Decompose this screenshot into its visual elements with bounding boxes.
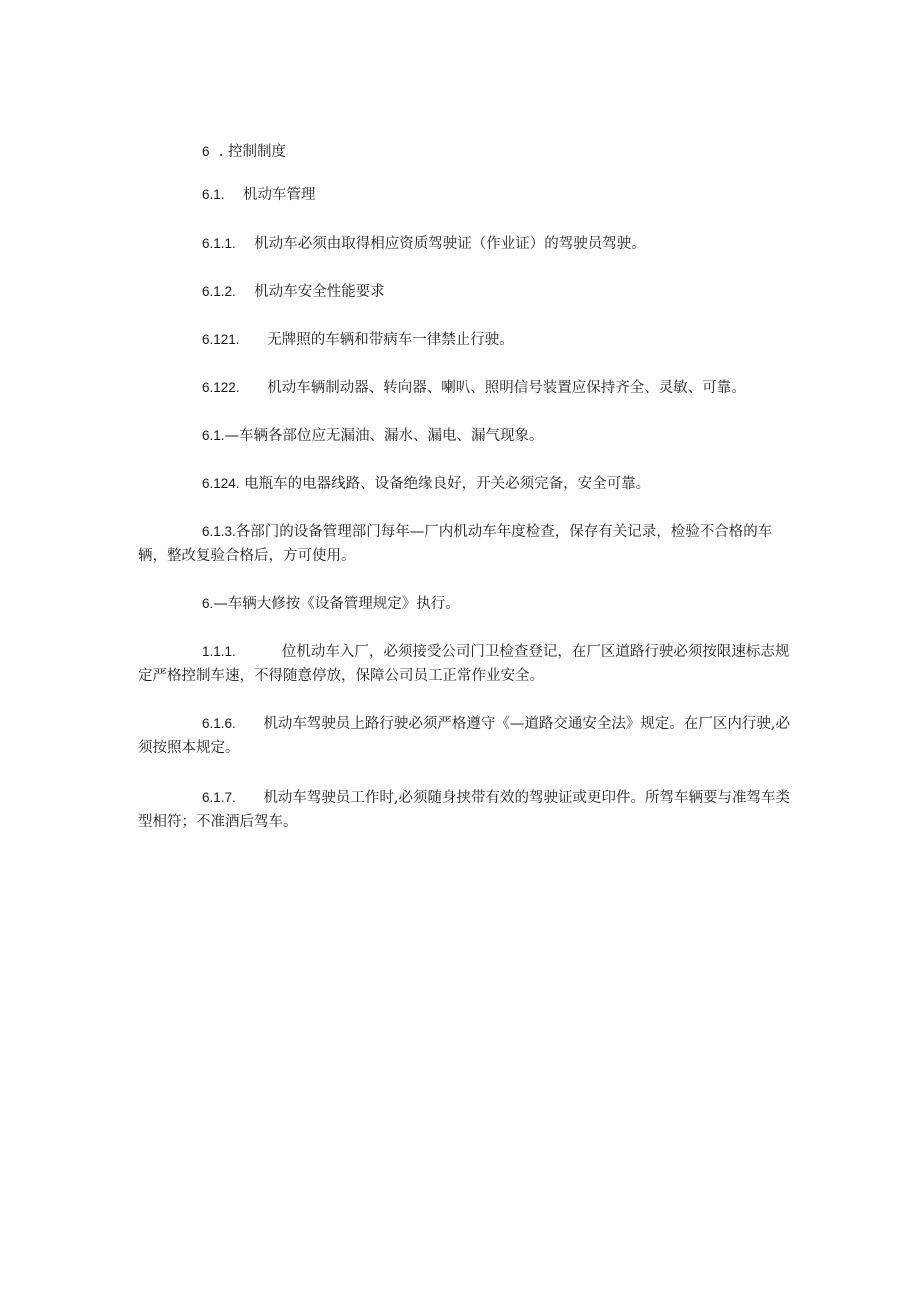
section-number: 6.124. [202,476,240,491]
section-number: 6.1. [202,187,225,202]
section-6-dash [138,592,792,616]
section-number: 6.121. [202,332,240,347]
section-text: 无牌照的车辆和带病车一律禁止行驶。 [267,332,514,348]
section-6-1 [138,183,792,207]
section-6-1-3 [138,520,792,568]
section-text: 机动车管理 [242,187,316,203]
section-text: 电瓶车的电器线路、设备绝缘良好，开关必须完备，安全可靠。 [244,476,651,492]
section-text: 机动车驾驶员上路行驶必须严格遵守《—道路交通安全法》规定。在厂区内行驶,必须按照本规定。 [138,716,791,756]
section-6-1-1 [138,232,792,256]
section-number: 6.1.3. [202,524,236,539]
section-1-1-1 [138,640,792,688]
section-6-124 [138,472,792,496]
section-number: 6. [202,596,214,611]
section-number: 6.1.7. [202,790,236,805]
section-number: 1.1.1. [202,644,236,659]
section-text: 各部门的设备管理部门每年—厂内机动车年度检查，保存有关记录，检验不合格的车辆，整改复验合格后，方可使用。 [138,524,773,564]
section-6-1-6 [138,712,792,760]
section-number: 6.1. [202,428,225,443]
section-6-heading: 6 . 控制制度 [138,140,792,164]
section-number: 6 [202,144,210,159]
section-number: 6.122. [202,380,240,395]
section-text: —车辆各部位应无漏油、漏水、漏电、漏气现象。 [224,428,544,444]
section-6-1-2 [138,280,792,304]
section-6-121 [138,328,792,352]
section-text: 机动车安全性能要求 [254,284,385,300]
section-number: 6.1.2. [202,284,236,299]
section-6-1-7 [138,786,792,834]
section-text: 机动车驾驶员工作时,必须随身挟带有效的驾驶证或更印件。所驾车辆要与准驾车类型相符；不准酒后驾车。 [138,790,791,830]
section-text: 机动车必须由取得相应资质驾驶证（作业证）的驾驶员驾驶。 [254,236,646,252]
section-text: 控制制度 [227,144,286,160]
section-text: 机动车辆制动器、转向器、喇叭、照明信号装置应保持齐全、灵敏、可靠。 [267,380,746,396]
section-text: —车辆大修按《设备管理规定》执行。 [213,596,460,612]
section-text: 位机动车入厂，必须接受公司门卫检查登记，在厂区道路行驶必须按限速标志规定严格控制车速，不得随意停放，保障公司员工正常作业安全。 [138,644,790,684]
section-number: 6.1.6. [202,716,236,731]
section-6-1-dash [138,424,792,448]
section-6-122 [138,376,792,400]
section-number: 6.1.1. [202,236,236,251]
